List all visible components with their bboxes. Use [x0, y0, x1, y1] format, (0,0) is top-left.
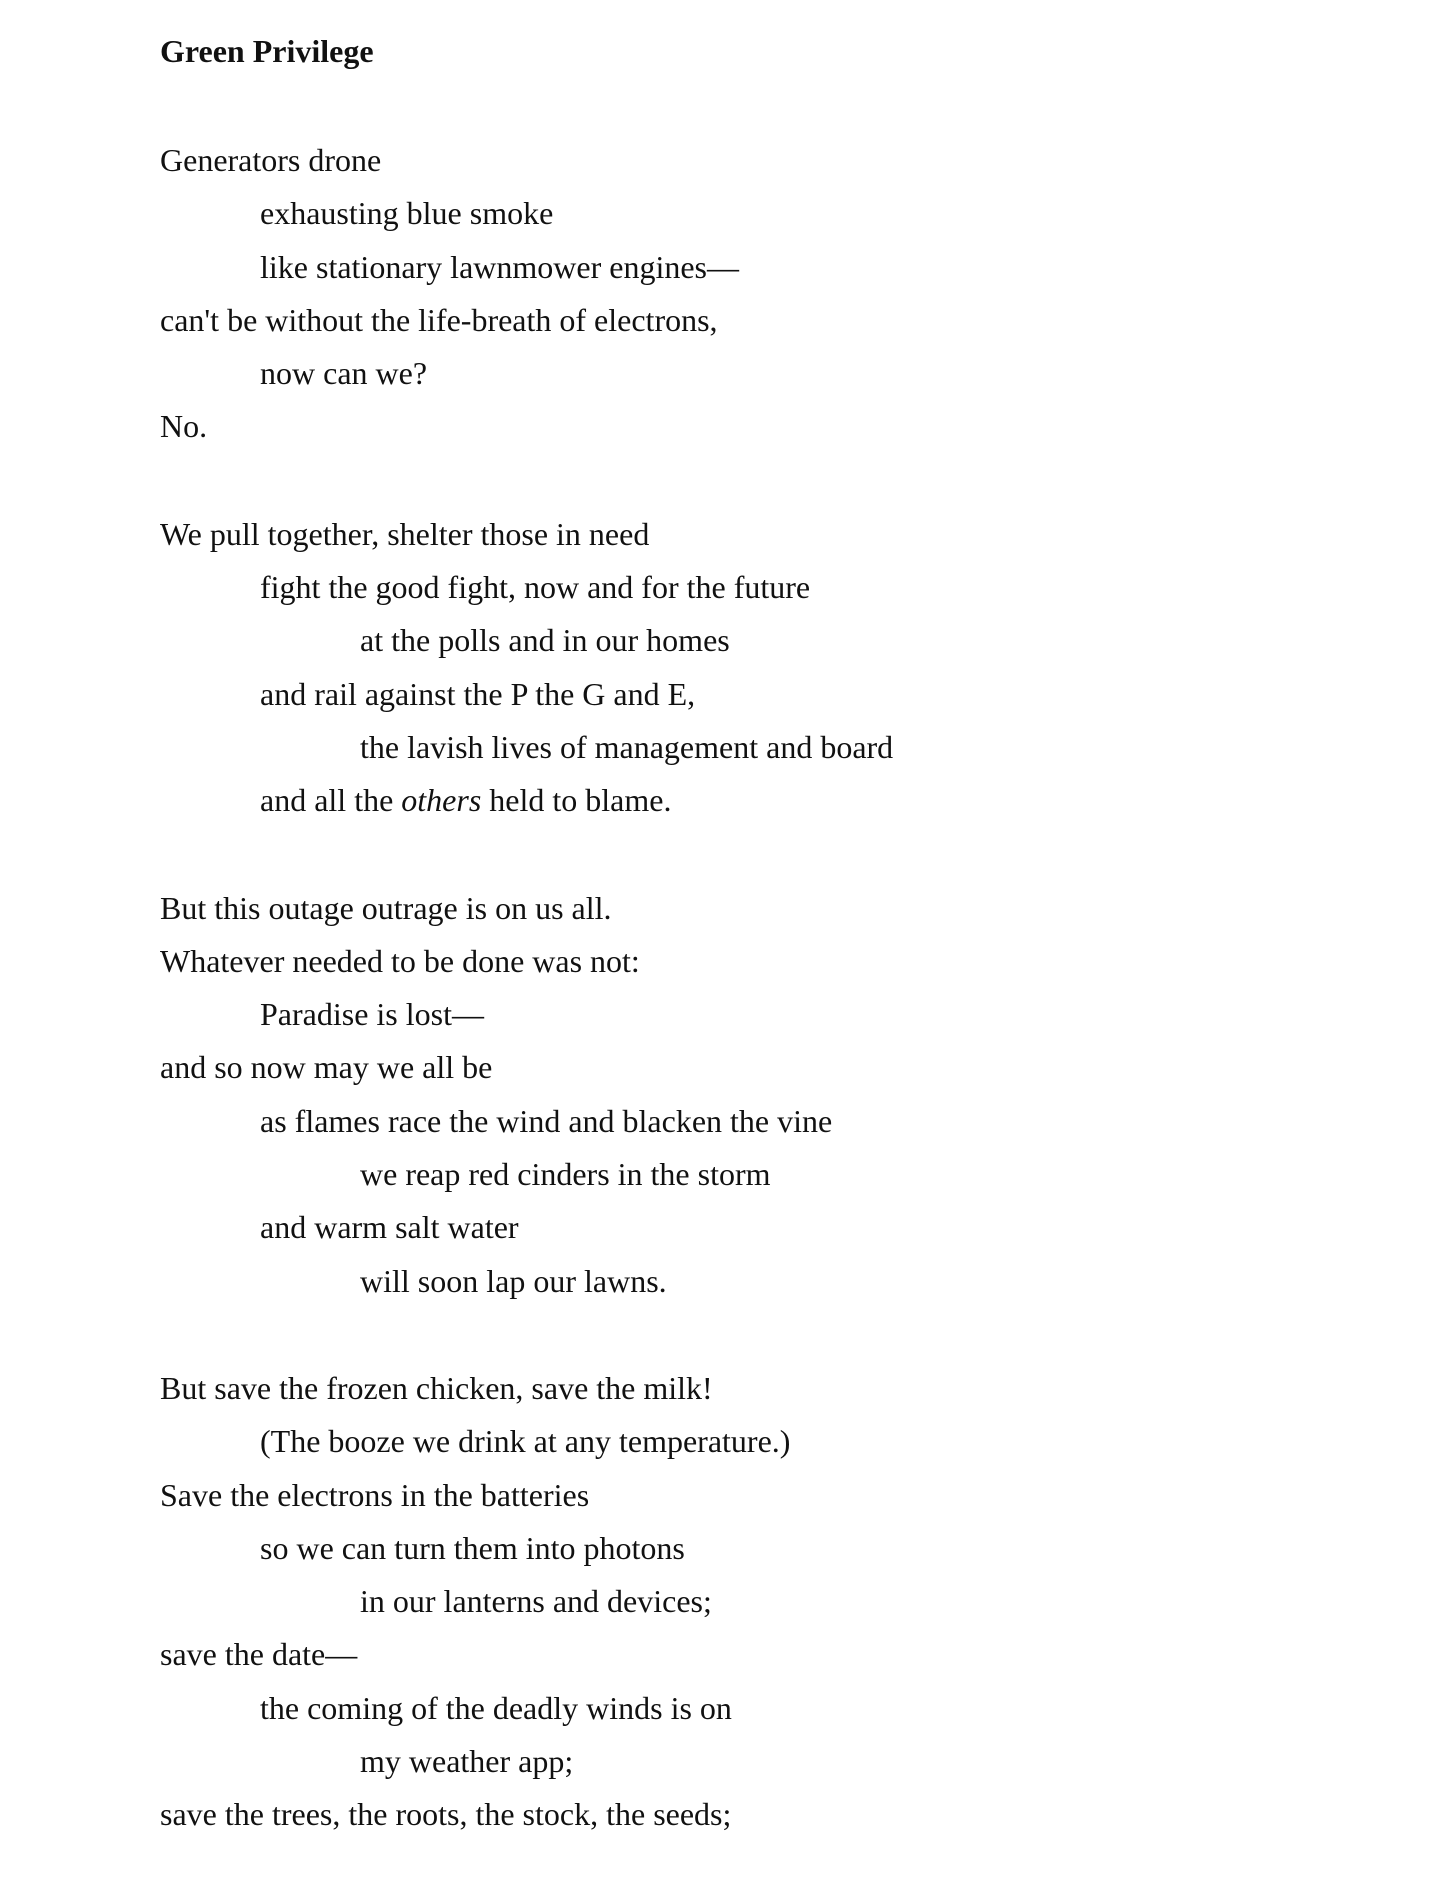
poem-line: we reap red cinders in the storm: [360, 1156, 771, 1193]
poem-line: in our lanterns and devices;: [360, 1583, 712, 1620]
poem-line: save the trees, the roots, the stock, the seeds;: [160, 1796, 732, 1833]
poem-line: Generators drone: [160, 142, 382, 178]
poem-line: But this outage outrage is on us all.: [160, 889, 612, 926]
document-page: [160, 28, 1360, 1896]
poem-line: No.: [160, 408, 208, 445]
poem-line-italic-text: others: [401, 782, 482, 819]
poem-line: will soon lap our lawns.: [360, 1262, 667, 1299]
poem-line: the coming of the deadly winds is on: [260, 1689, 732, 1726]
poem-stanza: [160, 508, 1360, 828]
poem-line: save the date—: [160, 1636, 358, 1673]
poem-line: Whatever needed to be done was not:: [160, 942, 640, 979]
poem-line: (The booze we drink at any temperature.): [260, 1423, 791, 1460]
poem-line-text: and all the: [260, 782, 402, 819]
poem-line: now can we?: [260, 355, 428, 392]
poem-stanza: [160, 134, 1360, 454]
poem-line: and so now may we all be: [160, 1049, 493, 1086]
poem-line: fight the good fight, now and for the future: [260, 569, 811, 606]
poem-line: so we can turn them into photons: [260, 1529, 685, 1566]
poem-line: [160, 774, 1360, 827]
poem-line: and rail against the P the G and E,: [260, 675, 696, 712]
poem-line: can't be without the life-breath of electrons,: [160, 301, 718, 338]
poem-stanza: [160, 882, 1360, 1308]
poem-line: at the polls and in our homes: [360, 622, 730, 659]
poem-line: my weather app;: [360, 1743, 574, 1780]
poem-line: Paradise is lost—: [260, 996, 484, 1033]
poem-line: exhausting blue smoke: [260, 195, 554, 232]
poem-line: the lavish lives of management and board: [360, 728, 894, 765]
poem-line: as flames race the wind and blacken the vine: [260, 1102, 833, 1139]
poem-line: We pull together, shelter those in need: [160, 515, 650, 552]
poem-body: [160, 134, 1360, 1842]
poem-line: like stationary lawnmower engines—: [260, 248, 739, 285]
poem-stanza: [160, 1362, 1360, 1842]
poem-line: Save the electrons in the batteries: [160, 1476, 590, 1513]
poem-line: But save the frozen chicken, save the milk!: [160, 1369, 713, 1406]
poem-title: Green Privilege: [160, 33, 374, 69]
poem-line-text: held to blame.: [481, 782, 672, 819]
poem-line: and warm salt water: [260, 1209, 519, 1246]
